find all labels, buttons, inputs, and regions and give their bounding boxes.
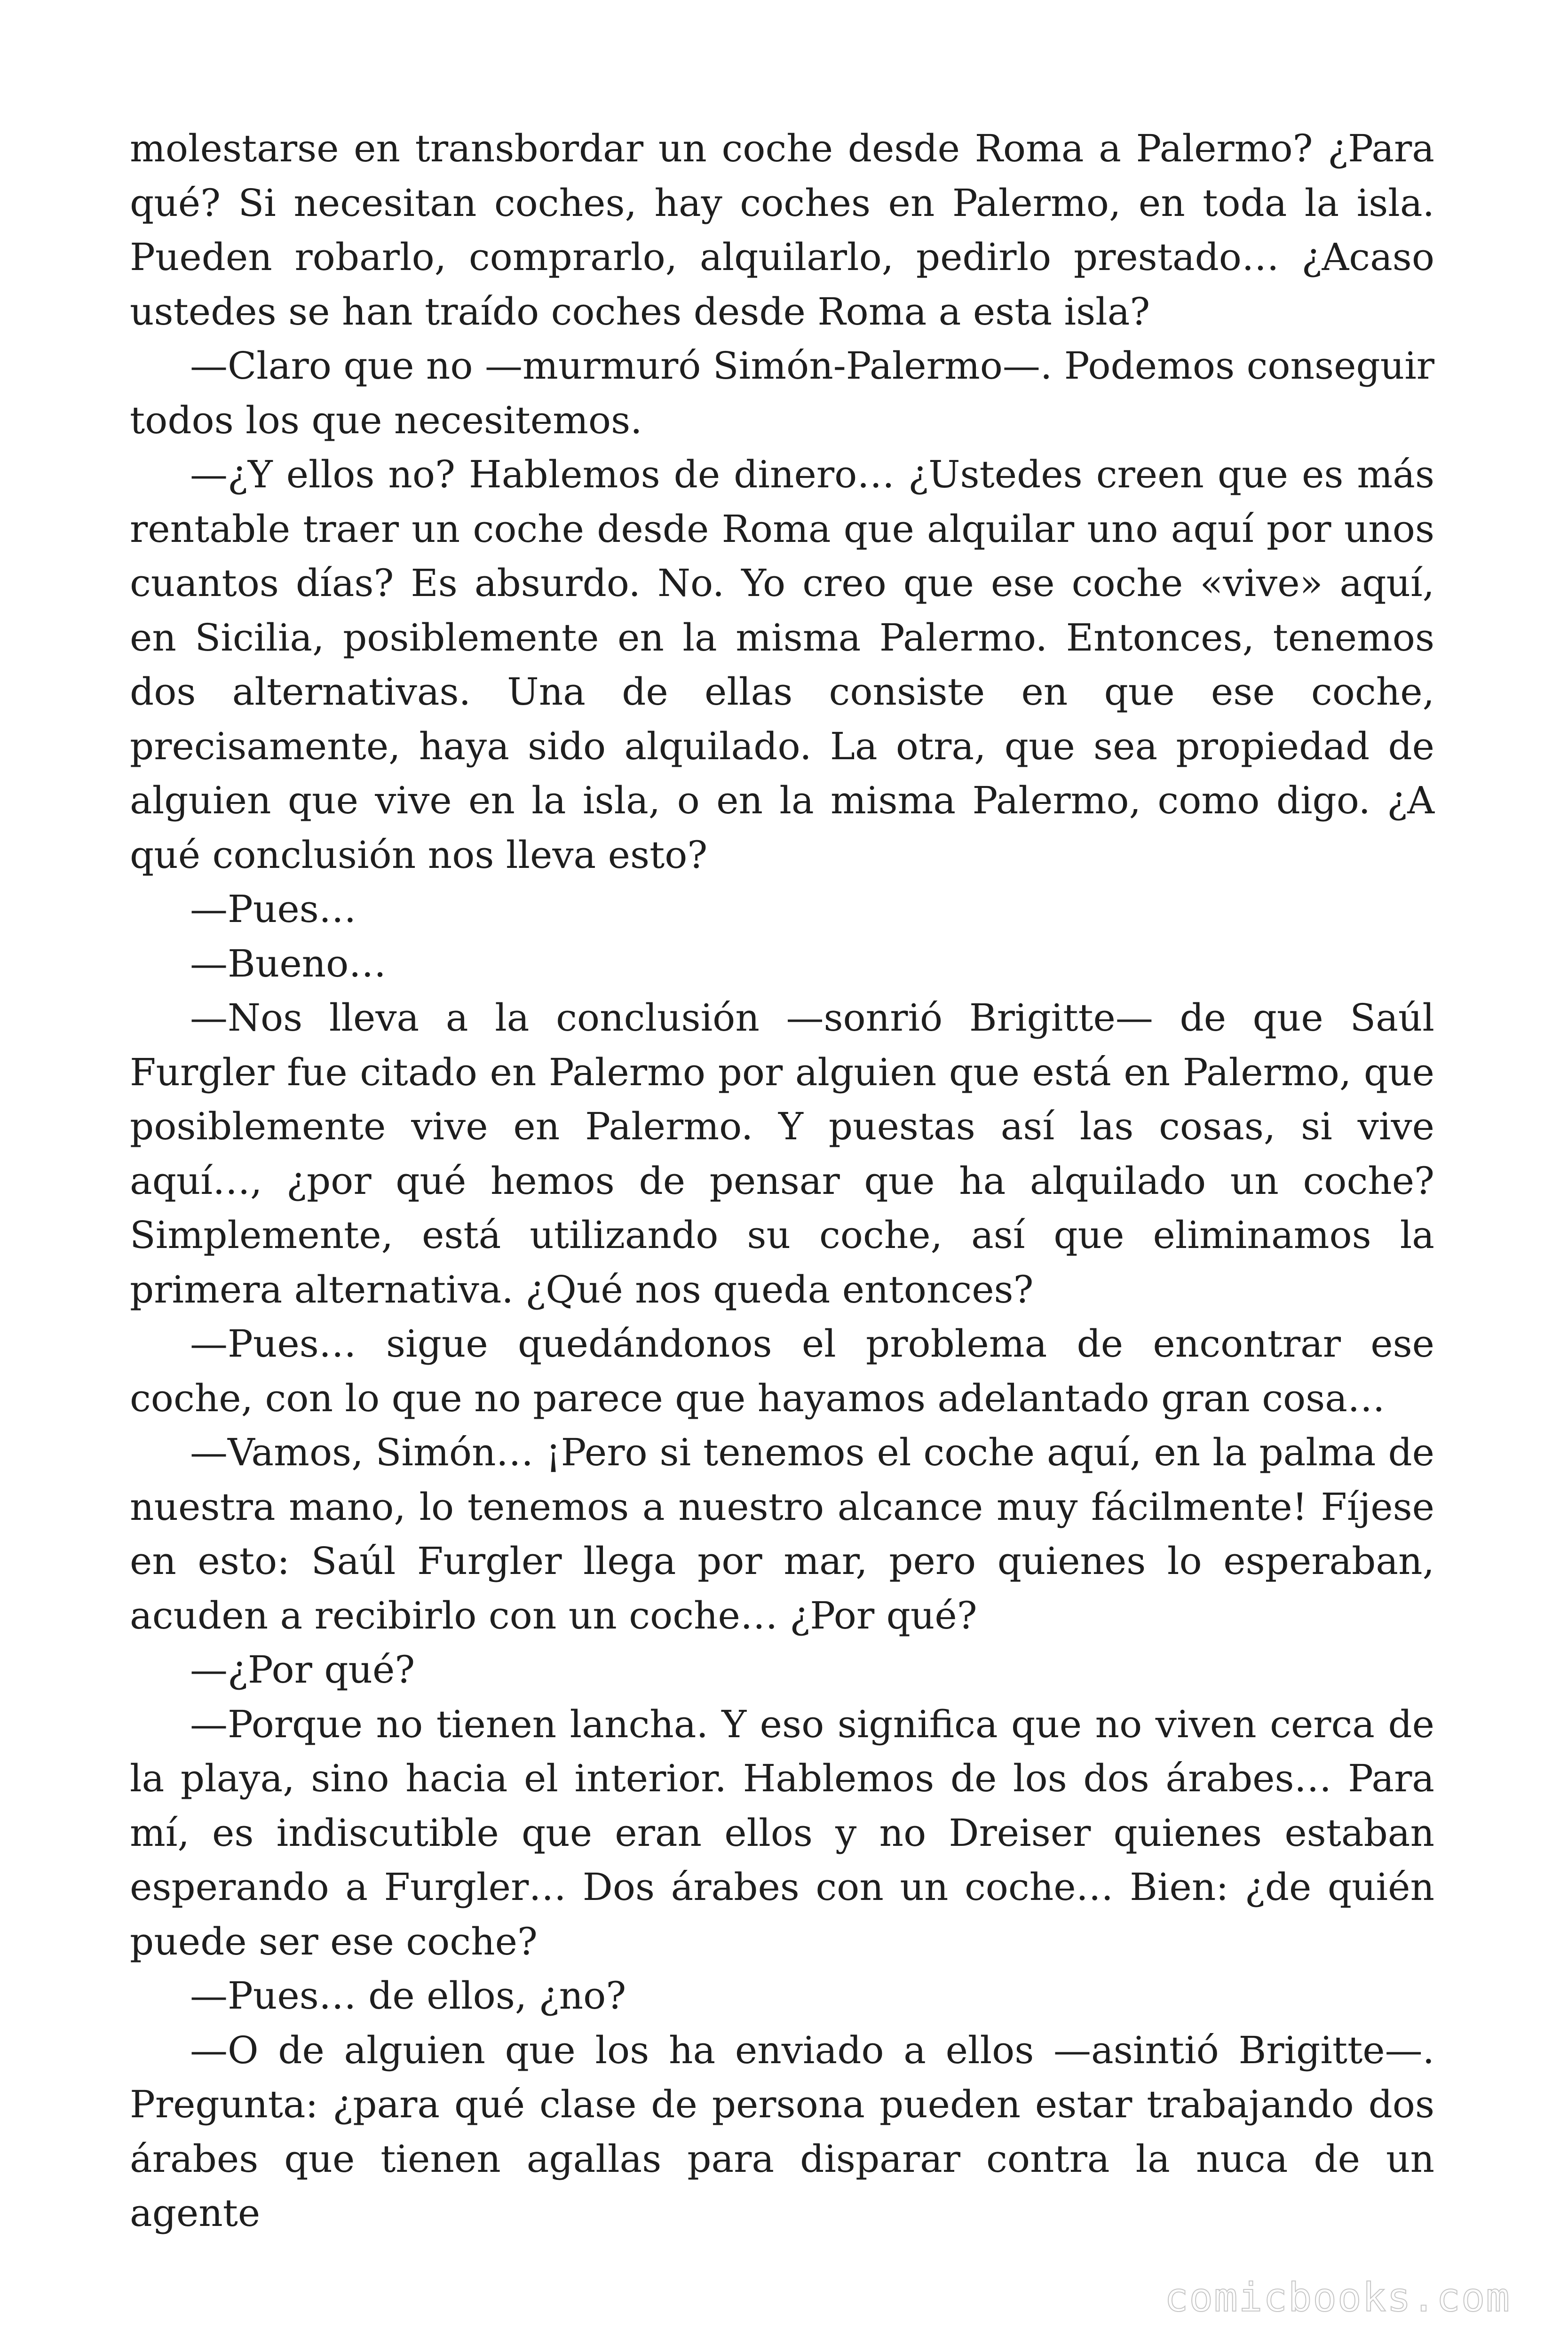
watermark: comicbooks.com [1164,2274,1511,2320]
paragraph: —Bueno… [190,941,387,985]
paragraph: —Nos lleva a la conclusión —sonrió Brigitte— de que Saúl Furgler fue citado en Palermo por alguien que está en Palermo, que posiblemente vive en Palermo. Y puestas así las cosas, si vive aquí…, ¿por qué hemos de pensar que ha alquilado un coche? Simplemente, está utilizando su coche, así que eliminamos la primera alternativa. ¿Qué nos queda entonces? [130,996,1434,1311]
paragraph: —Pues… [190,887,356,931]
paragraph: —Pues… de ellos, ¿no? [190,1974,626,2018]
paragraph: —O de alguien que los ha enviado a ellos —asintió Brigitte—. Pregunta: ¿para qué clase de persona pueden estar trabajando dos árabes que tienen agallas para disparar contra la nuca de un agente [130,2028,1434,2235]
paragraph: —Vamos, Simón… ¡Pero si tenemos el coche aquí, en la palma de nuestra mano, lo tenemos a nuestro alcance muy fácilmente! Fíjese en esto: Saúl Furgler llega por mar, pero quienes lo esperaban, acuden a recibirlo con un coche… ¿Por qué? [130,1430,1434,1637]
paragraph: molestarse en transbordar un coche desde Roma a Palermo? ¿Para qué? Si necesitan coches, hay coches en Palermo, en toda la isla. Pueden robarlo, comprarlo, alquilarlo, pedirlo prestado… ¿Acaso ustedes se han traído coches desde Roma a esta isla? [130,127,1434,334]
paragraph: —Claro que no —murmuró Simón-Palermo—. Podemos conseguir todos los que necesitemos. [130,344,1435,442]
body-text [130,121,1434,2241]
paragraph: —Porque no tienen lancha. Y eso significa que no viven cerca de la playa, sino hacia el interior. Hablemos de los dos árabes… Para mí, es indiscutible que eran ellos y no Dreiser quienes estaban esperando a Furgler… Dos árabes con un coche… Bien: ¿de quién puede ser ese coche? [130,1702,1434,1963]
paragraph: —¿Y ellos no? Hablemos de dinero… ¿Ustedes creen que es más rentable traer un coche desde Roma que alquilar uno aquí por unos cuantos días? Es absurdo. No. Yo creo que ese coche «vive» aquí, en Sicilia, posiblemente en la misma Palermo. Entonces, tenemos dos alternativas. Una de ellas consiste en que ese coche, precisamente, haya sido alquilado. La otra, que sea propiedad de alguien que vive en la isla, o en la misma Palermo, como digo. ¿A qué conclusión nos lleva esto? [130,453,1434,877]
paragraph: —¿Por qué? [190,1648,415,1692]
paragraph: —Pues… sigue quedándonos el problema de encontrar ese coche, con lo que no parece que hayamos adelantado gran cosa… [130,1322,1434,1420]
